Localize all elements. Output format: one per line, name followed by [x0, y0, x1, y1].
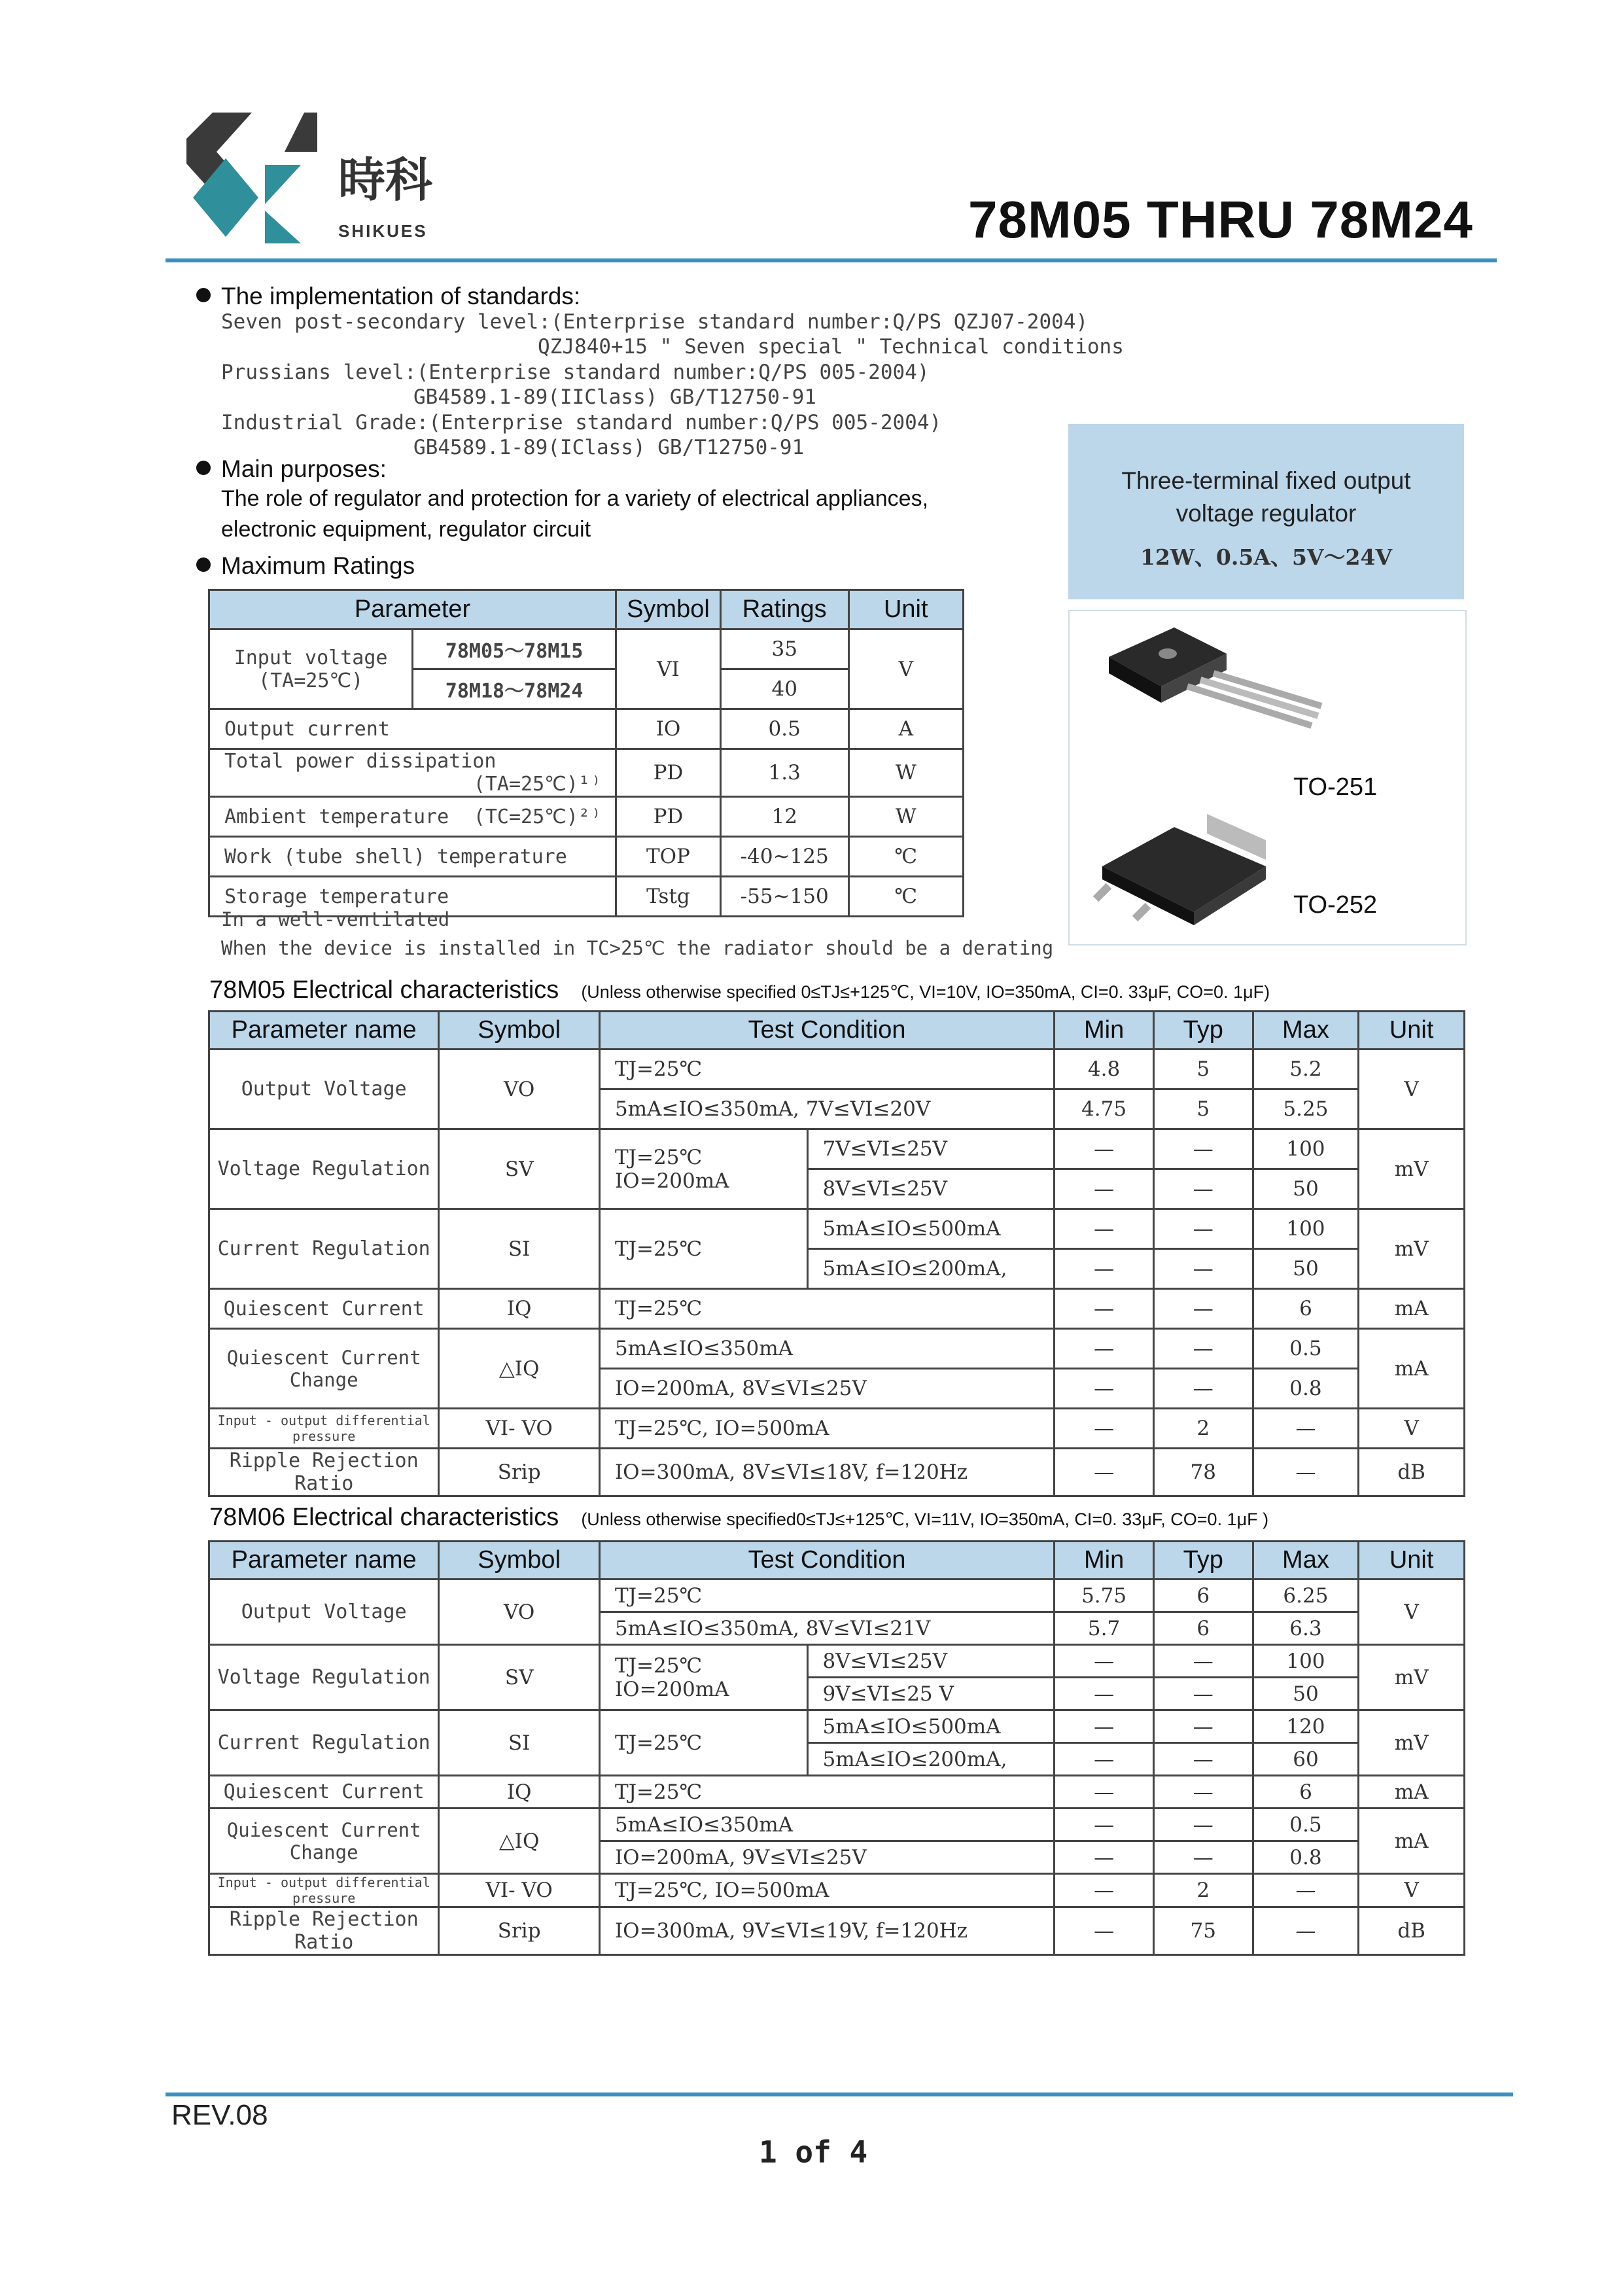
- min: —: [1055, 1209, 1154, 1249]
- ec1-header-unit: Unit: [1359, 1012, 1465, 1050]
- typ: 78: [1153, 1449, 1253, 1496]
- ec2-conditions: (Unless otherwise specified0≤TJ≤+125℃, VI=11V, IO=350mA, CI=0. 33μF, CO=0. 1μF ): [581, 1510, 1269, 1529]
- min: 4.75: [1055, 1089, 1154, 1129]
- min: —: [1055, 1249, 1154, 1289]
- info-line-2: voltage regulator: [1176, 500, 1357, 527]
- max: —: [1253, 1874, 1359, 1907]
- unit: mV: [1359, 1209, 1465, 1289]
- rating-param: Work (tube shell) temperature: [224, 845, 567, 868]
- ec-78m06-table: [208, 1540, 1465, 1956]
- input-voltage-cond: (TA=25℃): [258, 669, 364, 692]
- test-subcond: 5mA≤IO≤200mA,: [807, 1249, 1055, 1289]
- ec1-header-symbol: Symbol: [439, 1012, 600, 1050]
- table-row: [209, 1710, 1465, 1743]
- table-row: [209, 1645, 1465, 1678]
- unit: V: [1359, 1050, 1465, 1129]
- std-line-3: Prussians level:(Enterprise standard number:Q/PS 005-2004): [221, 361, 930, 384]
- param-name: Current Regulation: [209, 1710, 439, 1776]
- rating-symbol: TOP: [616, 837, 721, 877]
- unit: mA: [1359, 1809, 1465, 1874]
- test-cond: IO=200mA: [614, 1677, 729, 1701]
- table-row: [209, 1209, 1465, 1249]
- rating-unit: W: [848, 797, 963, 837]
- min: —: [1055, 1841, 1154, 1874]
- table-row: [209, 1129, 1465, 1169]
- rating-param: Total power dissipation: [224, 750, 497, 773]
- test-cond: TJ=25℃: [599, 1710, 807, 1776]
- test-subcond: 8V≤VI≤25V: [807, 1645, 1055, 1678]
- unit: mV: [1359, 1710, 1465, 1776]
- min: —: [1055, 1678, 1154, 1710]
- ec-78m05-table: [208, 1010, 1465, 1497]
- max: 6: [1253, 1289, 1359, 1329]
- vi-value-1: 35: [720, 629, 848, 669]
- unit: V: [1359, 1580, 1465, 1645]
- symbol: SV: [439, 1129, 600, 1209]
- test-cond: TJ=25℃: [599, 1776, 1054, 1809]
- table-row: [209, 1580, 1465, 1612]
- max-ratings-table: [208, 589, 964, 917]
- rating-value: 12: [720, 797, 848, 837]
- typ: —: [1153, 1289, 1253, 1329]
- symbol: SI: [439, 1710, 600, 1776]
- typ: —: [1153, 1209, 1253, 1249]
- symbol: VI- VO: [439, 1874, 600, 1907]
- rating-note-2: When the device is installed in TC>25℃ the radiator should be a derating: [221, 937, 1054, 959]
- rating-symbol: PD: [616, 797, 721, 837]
- min: —: [1055, 1710, 1154, 1743]
- purpose-line-1: The role of regulator and protection for a variety of electrical appliances,: [221, 486, 929, 511]
- test-cond: TJ=25℃, IO=500mA: [599, 1409, 1054, 1449]
- test-cond: IO=200mA: [614, 1169, 729, 1193]
- info-line-1: Three-terminal fixed output: [1121, 467, 1411, 494]
- test-subcond: 5mA≤IO≤500mA: [807, 1209, 1055, 1249]
- symbol: IQ: [439, 1776, 600, 1809]
- typ: —: [1153, 1809, 1253, 1841]
- rating-cond: (TC=25℃)²⁾: [473, 805, 602, 828]
- min: 5.75: [1055, 1580, 1154, 1612]
- min: —: [1055, 1809, 1154, 1841]
- min: —: [1055, 1776, 1154, 1809]
- param-name: Quiescent Current Change: [209, 1329, 439, 1409]
- min: —: [1055, 1329, 1154, 1369]
- input-voltage-label: Input voltage: [234, 646, 388, 669]
- test-cond: 5mA≤IO≤350mA, 8V≤VI≤21V: [599, 1612, 1054, 1645]
- max: 100: [1253, 1209, 1359, 1249]
- min: —: [1055, 1169, 1154, 1209]
- bullet-icon: [196, 288, 211, 302]
- to252-package-image: [1089, 788, 1285, 932]
- std-line-2: QZJ840+15 " Seven special " Technical conditions: [538, 335, 1124, 359]
- vi-value-2: 40: [720, 669, 848, 709]
- table-row: [209, 1776, 1465, 1809]
- header-rule: [166, 258, 1497, 262]
- rating-value: -40~125: [720, 837, 848, 877]
- test-subcond: 9V≤VI≤25 V: [807, 1678, 1055, 1710]
- typ: —: [1153, 1841, 1253, 1874]
- test-subcond: 7V≤VI≤25V: [807, 1129, 1055, 1169]
- brand-en: SHIKUES: [338, 221, 428, 241]
- max: 0.8: [1253, 1369, 1359, 1409]
- table-row: [209, 709, 964, 749]
- test-subcond: 5mA≤IO≤500mA: [807, 1710, 1055, 1743]
- package-to251-label: TO-251: [1293, 773, 1378, 801]
- test-cond: IO=300mA, 8V≤VI≤18V, f=120Hz: [599, 1449, 1054, 1496]
- unit: mV: [1359, 1129, 1465, 1209]
- to251-package-image: [1096, 618, 1331, 768]
- rating-value: -55~150: [720, 877, 848, 917]
- typ: 2: [1153, 1874, 1253, 1907]
- max: 100: [1253, 1645, 1359, 1678]
- typ: 2: [1153, 1409, 1253, 1449]
- symbol: Srip: [439, 1907, 600, 1955]
- table-row: [209, 629, 964, 669]
- max: 6.3: [1253, 1612, 1359, 1645]
- rating-header-ratings: Ratings: [720, 590, 848, 629]
- max: 120: [1253, 1710, 1359, 1743]
- typ: —: [1153, 1776, 1253, 1809]
- param-name: Output Voltage: [209, 1580, 439, 1645]
- table-row: [209, 1449, 1465, 1496]
- ec2-header-typ: Typ: [1153, 1542, 1253, 1580]
- table-row: [209, 1289, 1465, 1329]
- max: 0.5: [1253, 1329, 1359, 1369]
- param-name: Voltage Regulation: [209, 1645, 439, 1710]
- table-row: [209, 1409, 1465, 1449]
- rating-unit: ℃: [848, 877, 963, 917]
- brand-cn: 時科: [338, 152, 433, 207]
- test-cond: 5mA≤IO≤350mA: [599, 1809, 1054, 1841]
- param-name: Ripple Rejection Ratio: [209, 1907, 439, 1955]
- rating-value: 0.5: [720, 709, 848, 749]
- min: —: [1055, 1907, 1154, 1955]
- max: 6: [1253, 1776, 1359, 1809]
- unit: mA: [1359, 1289, 1465, 1329]
- typ: 75: [1153, 1907, 1253, 1955]
- min: 5.7: [1055, 1612, 1154, 1645]
- rating-symbol: PD: [616, 749, 721, 797]
- std-line-1: Seven post-secondary level:(Enterprise standard number:Q/PS QZJ07-2004): [221, 310, 1089, 334]
- max: —: [1253, 1907, 1359, 1955]
- param-name: Voltage Regulation: [209, 1129, 439, 1209]
- ec2-header-test: Test Condition: [599, 1542, 1054, 1580]
- min: —: [1055, 1874, 1154, 1907]
- min: —: [1055, 1369, 1154, 1409]
- purpose-line-2: electronic equipment, regulator circuit: [221, 517, 591, 542]
- typ: 5: [1153, 1089, 1253, 1129]
- min: —: [1055, 1289, 1154, 1329]
- test-cond: TJ=25℃: [599, 1209, 807, 1289]
- ec1-header-min: Min: [1055, 1012, 1154, 1050]
- max: 0.5: [1253, 1809, 1359, 1841]
- rating-header-symbol: Symbol: [616, 590, 721, 629]
- rating-cond: (TA=25℃)¹⁾: [473, 773, 602, 796]
- purposes-heading: Main purposes:: [196, 455, 387, 483]
- ec1-conditions: (Unless otherwise specified 0≤TJ≤+125℃, VI=10V, IO=350mA, CI=0. 33μF, CO=0. 1μF): [581, 982, 1270, 1002]
- symbol: △IQ: [439, 1809, 600, 1874]
- typ: —: [1153, 1249, 1253, 1289]
- package-to252-label: TO-252: [1293, 891, 1378, 919]
- unit: mA: [1359, 1329, 1465, 1409]
- company-logo: [186, 113, 442, 247]
- rating-param: Storage temperature: [224, 885, 449, 908]
- test-cond: TJ=25℃: [599, 1050, 1054, 1089]
- test-cond: TJ=25℃: [614, 1653, 703, 1678]
- rating-unit: W: [848, 749, 963, 797]
- max: 6.25: [1253, 1580, 1359, 1612]
- typ: —: [1153, 1678, 1253, 1710]
- rating-param: Ambient temperature: [224, 805, 449, 828]
- test-cond: TJ=25℃: [599, 1289, 1054, 1329]
- info-box: [1068, 424, 1464, 599]
- revision-label: REV.08: [171, 2099, 268, 2131]
- rating-param: Output current: [224, 717, 390, 741]
- min: —: [1055, 1449, 1154, 1496]
- symbol: SV: [439, 1645, 600, 1710]
- ec2-header-param: Parameter name: [209, 1542, 439, 1580]
- param-name: Output Voltage: [209, 1050, 439, 1129]
- ec2-header-min: Min: [1055, 1542, 1154, 1580]
- max: —: [1253, 1449, 1359, 1496]
- bullet-icon: [196, 461, 211, 475]
- unit: dB: [1359, 1907, 1465, 1955]
- rating-unit: ℃: [848, 837, 963, 877]
- vi-unit: V: [848, 629, 963, 709]
- typ: —: [1153, 1329, 1253, 1369]
- test-cond: 5mA≤IO≤350mA: [599, 1329, 1054, 1369]
- param-name: Quiescent Current: [209, 1776, 439, 1809]
- std-line-6: GB4589.1-89(IClass) GB/T12750-91: [413, 436, 805, 459]
- test-cond: IO=300mA, 9V≤VI≤19V, f=120Hz: [599, 1907, 1054, 1955]
- test-subcond: 8V≤VI≤25V: [807, 1169, 1055, 1209]
- typ: —: [1153, 1169, 1253, 1209]
- unit: V: [1359, 1874, 1465, 1907]
- test-cond: IO=200mA, 9V≤VI≤25V: [599, 1841, 1054, 1874]
- min: —: [1055, 1129, 1154, 1169]
- page-number: 1 of 4: [759, 2134, 868, 2170]
- typ: 5: [1153, 1050, 1253, 1089]
- ec1-header-typ: Typ: [1153, 1012, 1253, 1050]
- test-cond: 5mA≤IO≤350mA, 7V≤VI≤20V: [599, 1089, 1054, 1129]
- symbol: VO: [439, 1580, 600, 1645]
- table-row: [209, 749, 964, 797]
- param-name: Quiescent Current Change: [209, 1809, 439, 1874]
- ec1-header-max: Max: [1253, 1012, 1359, 1050]
- max: 50: [1253, 1249, 1359, 1289]
- param-name: Input - output differential pressure: [209, 1874, 439, 1907]
- min: —: [1055, 1645, 1154, 1678]
- typ: —: [1153, 1743, 1253, 1776]
- symbol: IQ: [439, 1289, 600, 1329]
- max: 60: [1253, 1743, 1359, 1776]
- table-row: [209, 1874, 1465, 1907]
- test-cond: IO=200mA, 8V≤VI≤25V: [599, 1369, 1054, 1409]
- ec2-header-max: Max: [1253, 1542, 1359, 1580]
- max: 100: [1253, 1129, 1359, 1169]
- max: 50: [1253, 1169, 1359, 1209]
- symbol: △IQ: [439, 1329, 600, 1409]
- param-name: Ripple Rejection Ratio: [209, 1449, 439, 1496]
- max: 5.2: [1253, 1050, 1359, 1089]
- typ: —: [1153, 1129, 1253, 1169]
- ec2-title: 78M06 Electrical characteristics (Unless otherwise specified0≤TJ≤+125℃, VI=11V, IO=350mA, CI=0. 33μF, CO=0. 1μF ): [209, 1504, 1269, 1531]
- typ: —: [1153, 1369, 1253, 1409]
- table-row: [209, 1329, 1465, 1369]
- typ: —: [1153, 1645, 1253, 1678]
- test-cond: TJ=25℃: [614, 1145, 703, 1169]
- rating-symbol: IO: [616, 709, 721, 749]
- symbol: SI: [439, 1209, 600, 1289]
- typ: —: [1153, 1710, 1253, 1743]
- table-row: [209, 1050, 1465, 1089]
- min: —: [1055, 1409, 1154, 1449]
- standards-heading: The implementation of standards:: [196, 283, 580, 310]
- table-row: [209, 797, 964, 837]
- min: —: [1055, 1743, 1154, 1776]
- ec2-header-unit: Unit: [1359, 1542, 1465, 1580]
- rating-note-1: In a well-ventilated: [221, 908, 450, 930]
- unit: dB: [1359, 1449, 1465, 1496]
- bullet-icon: [196, 557, 211, 572]
- symbol: Srip: [439, 1449, 600, 1496]
- rating-symbol: Tstg: [616, 877, 721, 917]
- footer-rule: [166, 2093, 1513, 2096]
- rating-value: 1.3: [720, 749, 848, 797]
- ec2-header-symbol: Symbol: [439, 1542, 600, 1580]
- max: —: [1253, 1409, 1359, 1449]
- ratings-heading: Maximum Ratings: [196, 552, 415, 580]
- table-row: [209, 1907, 1465, 1955]
- test-cond: TJ=25℃, IO=500mA: [599, 1874, 1054, 1907]
- unit: mA: [1359, 1776, 1465, 1809]
- param-name: Input - output differential pressure: [209, 1409, 439, 1449]
- package-box: [1068, 610, 1467, 945]
- rating-header-unit: Unit: [848, 590, 963, 629]
- max: 50: [1253, 1678, 1359, 1710]
- test-subcond: 5mA≤IO≤200mA,: [807, 1743, 1055, 1776]
- max: 0.8: [1253, 1841, 1359, 1874]
- ec1-header-test: Test Condition: [599, 1012, 1054, 1050]
- min: 4.8: [1055, 1050, 1154, 1089]
- rating-unit: A: [848, 709, 963, 749]
- max: 5.25: [1253, 1089, 1359, 1129]
- typ: 6: [1153, 1612, 1253, 1645]
- vi-symbol: VI: [616, 629, 721, 709]
- unit: mV: [1359, 1645, 1465, 1710]
- std-line-4: GB4589.1-89(IIClass) GB/T12750-91: [413, 385, 816, 409]
- range-2: 78M18～78M24: [413, 669, 616, 709]
- std-line-5: Industrial Grade:(Enterprise standard number:Q/PS 005-2004): [221, 411, 942, 434]
- symbol: VO: [439, 1050, 600, 1129]
- unit: V: [1359, 1409, 1465, 1449]
- ec1-title: 78M05 Electrical characteristics (Unless otherwise specified 0≤TJ≤+125℃, VI=10V, IO=350mA, CI=0. 33μF, CO=0. 1μF): [209, 976, 1270, 1004]
- param-name: Quiescent Current: [209, 1289, 439, 1329]
- range-1: 78M05～78M15: [413, 629, 616, 669]
- typ: 6: [1153, 1580, 1253, 1612]
- rating-header-parameter: Parameter: [209, 590, 616, 629]
- document-title: 78M05 THRU 78M24: [968, 190, 1473, 249]
- symbol: VI- VO: [439, 1409, 600, 1449]
- table-row: [209, 1809, 1465, 1841]
- test-cond: TJ=25℃: [599, 1580, 1054, 1612]
- info-line-3: 12W、0.5A、5V～24V: [1140, 544, 1393, 570]
- table-row: [209, 837, 964, 877]
- ec1-header-param: Parameter name: [209, 1012, 439, 1050]
- param-name: Current Regulation: [209, 1209, 439, 1289]
